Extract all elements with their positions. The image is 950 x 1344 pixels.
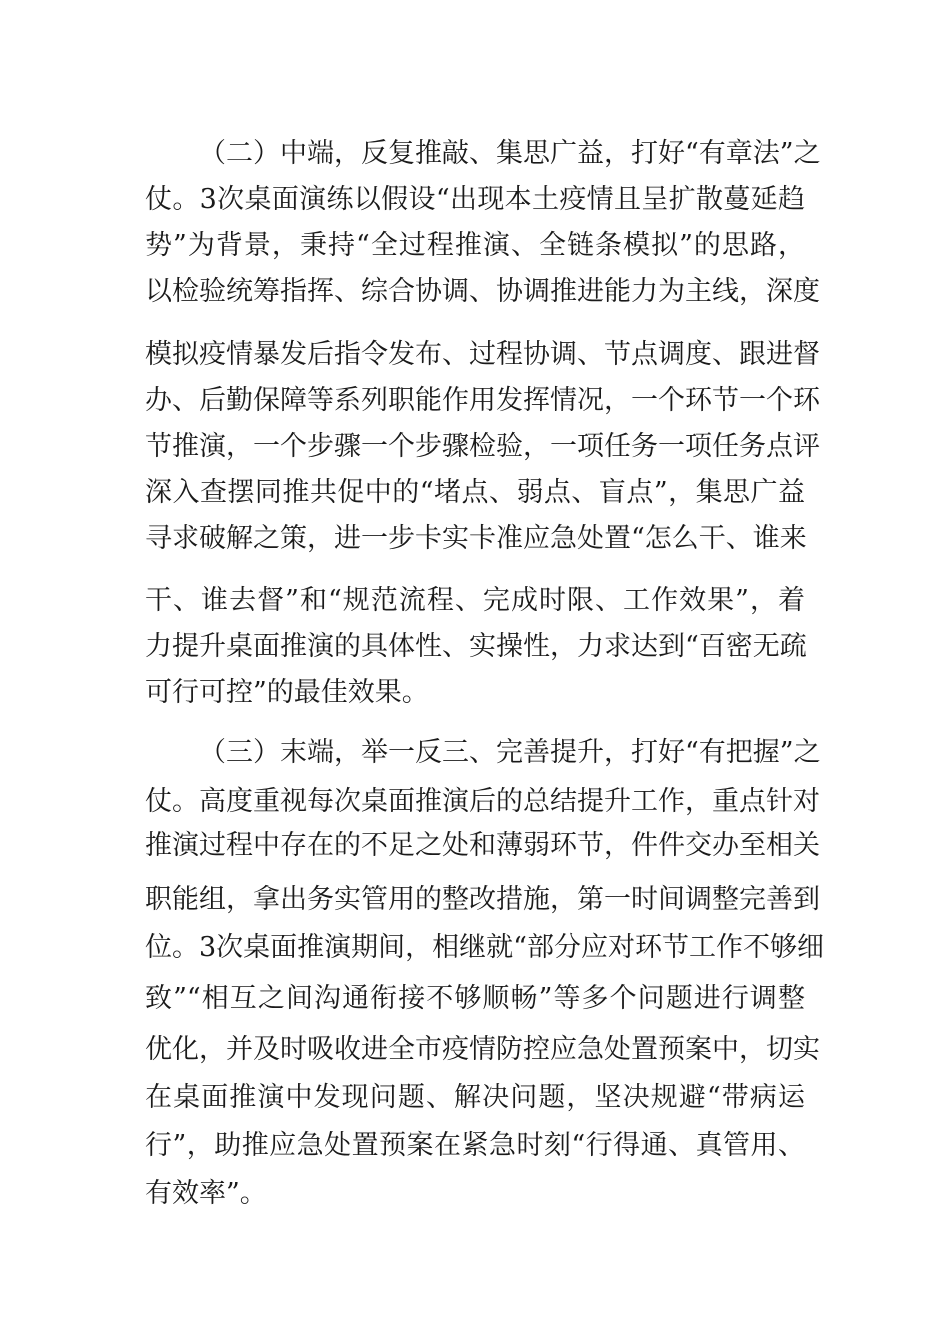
paragraph-line: 职能组，拿出务实管用的整改措施，第一时间调整完善到 [145, 884, 820, 915]
paragraph-line: 推演过程中存在的不足之处和薄弱环节，件件交办至相关 [145, 830, 820, 861]
paragraph-line: 以检验统筹指挥、综合协调、协调推进能力为主线，深度 [145, 276, 820, 307]
paragraph-line: 办、后勤保障等系列职能作用发挥情况，一个环节一个环 [145, 385, 820, 416]
paragraph-line: （二）中端，反复推敲、集思广益，打好“有章法”之 [199, 138, 821, 169]
paragraph-line: 致”“相互之间沟通衔接不够顺畅”等多个问题进行调整 [145, 983, 805, 1014]
paragraph-line: 可行可控”的最佳效果。 [145, 677, 429, 708]
paragraph-line: 有效率”。 [145, 1178, 267, 1209]
paragraph-line: 势”为背景，秉持“全过程推演、全链条模拟”的思路， [145, 230, 805, 261]
paragraph-line: 寻求破解之策，进一步卡实卡准应急处置“怎么干、谁来 [145, 523, 807, 554]
paragraph-line: 力提升桌面推演的具体性、实操性，力求达到“百密无疏 [145, 631, 807, 662]
paragraph-line: 在桌面推演中发现问题、解决问题，坚决规避“带病运 [145, 1082, 805, 1113]
paragraph-line: 仗。3次桌面演练以假设“出现本土疫情且呈扩散蔓延趋 [145, 184, 805, 215]
paragraph-line: 行”，助推应急处置预案在紧急时刻“行得通、真管用、 [145, 1130, 805, 1161]
paragraph-line: 深入查摆同推共促中的“堵点、弱点、盲点”，集思广益 [145, 477, 805, 508]
paragraph-line: （三）末端，举一反三、完善提升，打好“有把握”之 [199, 737, 821, 768]
paragraph-line: 模拟疫情暴发后指令发布、过程协调、节点调度、跟进督 [145, 339, 820, 370]
paragraph-line: 优化，并及时吸收进全市疫情防控应急处置预案中，切实 [145, 1034, 820, 1065]
paragraph-line: 干、谁去督”和“规范流程、完成时限、工作效果”，着 [145, 585, 805, 616]
paragraph-line: 仗。高度重视每次桌面推演后的总结提升工作，重点针对 [145, 786, 820, 817]
paragraph-line: 位。3次桌面推演期间，相继就“部分应对环节工作不够细 [145, 932, 824, 963]
paragraph-line: 节推演，一个步骤一个步骤检验，一项任务一项任务点评 [145, 431, 820, 462]
